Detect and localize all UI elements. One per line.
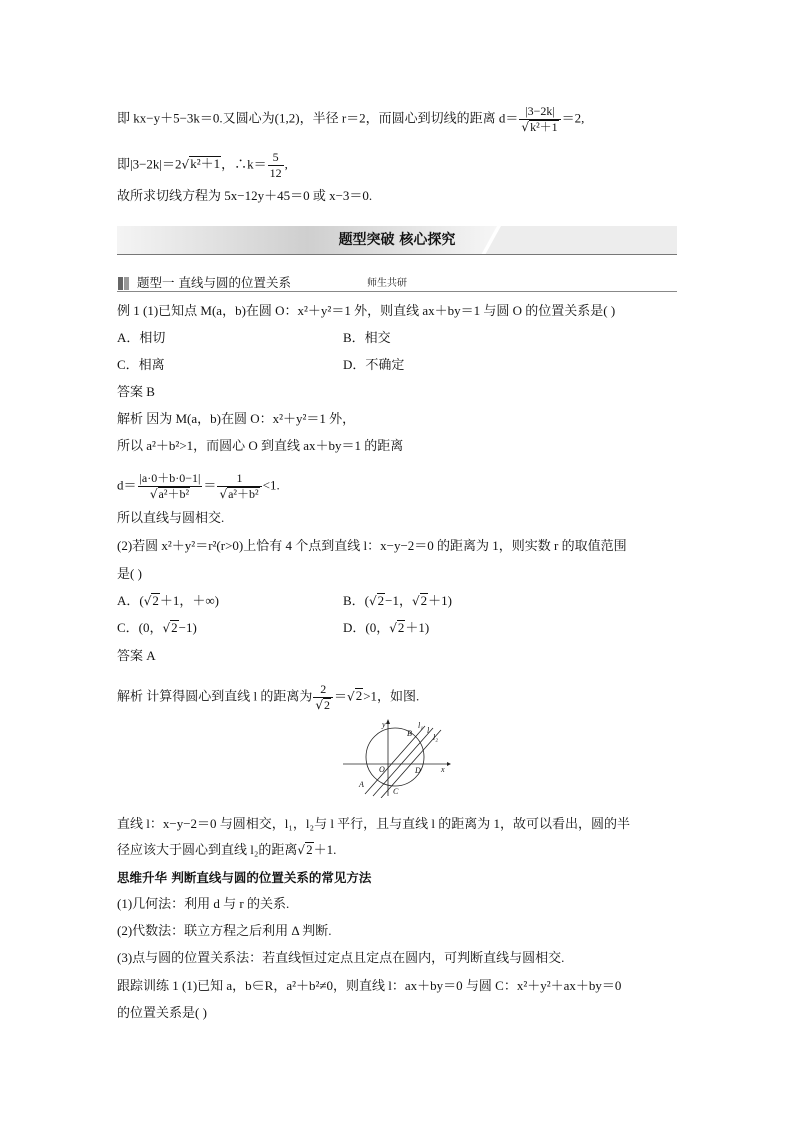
text: >1，如图. [363, 688, 420, 704]
banner-title: 题型突破 核心探究 [338, 232, 456, 248]
radical-sign: √ [521, 120, 530, 134]
radical-sign: √ [389, 621, 397, 635]
fraction-numerator: 5 [268, 150, 284, 166]
radical-sign: √ [219, 487, 228, 501]
fraction-denominator [313, 698, 333, 713]
option-d: D．不确定 [343, 357, 405, 372]
text: 径应该大于圆心到直线 l₂的距离 [117, 842, 298, 857]
label-d: D [415, 766, 421, 775]
radical-sign: √ [297, 843, 306, 857]
radical-sign: √ [347, 689, 355, 704]
label-a: A [359, 780, 364, 789]
text: ＋1，＋∞) [159, 593, 219, 608]
radicand: a²＋b² [158, 487, 190, 501]
solution-line-1 [117, 104, 584, 135]
text: C．(0， [117, 620, 163, 635]
radical-sign: √ [315, 698, 324, 712]
y-axis-arrow [386, 719, 390, 724]
solution-line-3: 故所求切线方程为 5x−12y＋45＝0 或 x−3＝0. [117, 188, 373, 203]
practice-1-line-1: 跟踪训练 1 (1)已知 a，b∈R，a²＋b²≠0，则直线 l：ax＋by＝0 与圆 C：x²＋y²＋ax＋by＝0 [117, 978, 622, 993]
fraction-numerator: 2 [313, 682, 333, 698]
text: d＝ [117, 477, 137, 493]
text: ，∴k＝ [221, 156, 267, 172]
solution-2-line-1 [117, 682, 419, 713]
solution-1-line-4: 所以直线与圆相交. [117, 510, 225, 525]
summary-method-3: (3)点与圆的位置关系法：若直线恒过定点且定点在圆内，可判断直线与圆相交. [117, 950, 565, 965]
radicand: 2 [306, 842, 313, 857]
radicand: k²＋1 [190, 156, 221, 172]
radical-sign: √ [149, 487, 158, 501]
label-l2: l₂ [433, 733, 439, 742]
label-c: C [393, 787, 399, 796]
text: 解析 计算得圆心到直线 l 的距离为 [117, 688, 313, 704]
fraction-numerator: |a·0＋b·0−1| [139, 471, 201, 485]
fraction-denominator [217, 487, 261, 502]
text: ＋1) [428, 593, 453, 608]
fraction [138, 471, 203, 502]
text: ＝ [203, 477, 217, 493]
radical-sign: √ [412, 594, 420, 608]
summary-heading: 思维升华 判断直线与圆的位置关系的常见方法 [117, 870, 372, 885]
divider [117, 291, 677, 292]
answer-1: 答案 B [117, 384, 155, 399]
text: ＝2, [561, 110, 585, 126]
radicand: 2 [397, 620, 405, 635]
solution-1-line-3 [117, 471, 280, 502]
solution-line-2 [117, 150, 288, 181]
text: D．(0， [343, 620, 390, 635]
label-y: y [382, 720, 386, 729]
option-a-2 [117, 591, 219, 611]
fraction-denominator: 12 [269, 166, 282, 180]
radical-sign: √ [162, 621, 171, 635]
practice-1-line-2: 的位置关系是( ) [117, 1005, 207, 1020]
text: 即 kx−y＋5−3k＝0.又圆心为(1,2)，半径 r＝2，而圆心到切线的距离 d＝ [117, 110, 519, 126]
line-l [373, 728, 433, 796]
type-tag: 师生共研 [367, 278, 407, 289]
circle-lines-figure [343, 718, 453, 798]
option-c-2 [117, 618, 197, 638]
text: ＋1. [313, 842, 337, 857]
option-b-2 [343, 591, 452, 611]
solution-1-line-1: 解析 因为 M(a，b)在圆 O：x²＋y²＝1 外， [117, 411, 356, 426]
solution-2-line-2: 直线 l：x−y−2＝0 与圆相交，l₁，l₂与 l 平行，且与直线 l 的距离为 1，故可以看出，圆的半 [117, 816, 631, 831]
label-b: B [407, 729, 412, 738]
text: ＋1) [405, 620, 430, 635]
fraction [268, 150, 284, 181]
summary-method-1: (1)几何法：利用 d 与 r 的关系. [117, 896, 290, 911]
fraction-denominator [519, 120, 560, 135]
text: −1) [178, 620, 197, 635]
text: ＝ [334, 688, 348, 704]
example-1-question-2-line-2: 是( ) [117, 566, 142, 581]
radicand: a²＋b² [228, 487, 259, 501]
radicand: 2 [355, 688, 363, 704]
radical-sign: √ [181, 157, 190, 172]
option-b: B．相交 [343, 330, 391, 345]
type-label: 题型一 直线与圆的位置关系 [137, 275, 291, 290]
fraction [519, 104, 560, 135]
line-l1 [365, 726, 425, 794]
fraction-denominator [138, 487, 203, 502]
solution-1-line-2: 所以 a²＋b²>1，而圆心 O 到直线 ax＋by＝1 的距离 [117, 438, 404, 453]
example-1-question-2-line-1: (2)若圆 x²＋y²＝r²(r>0)上恰有 4 个点到直线 l：x−y−2＝0 的距离为 1，则实数 r 的取值范围 [117, 538, 627, 553]
radicand: 2 [152, 593, 159, 608]
radicand: 2 [377, 593, 385, 608]
summary-method-2: (2)代数法：联立方程之后利用 Δ 判断. [117, 923, 332, 938]
text: , [284, 156, 288, 172]
radicand: 2 [171, 620, 178, 635]
radicand: 2 [324, 698, 331, 712]
fraction-numerator: |3−2k| [519, 104, 560, 120]
bookmark-icon [117, 276, 131, 290]
text: −1， [385, 593, 413, 608]
radical-sign: √ [369, 594, 377, 608]
text: A．( [117, 593, 144, 608]
section-banner [117, 226, 677, 255]
x-axis-arrow [447, 762, 451, 766]
label-o: O [379, 765, 385, 774]
fraction [313, 682, 333, 713]
text: B．( [343, 593, 370, 608]
option-d-2 [343, 618, 429, 638]
radicand: k²＋1 [530, 120, 558, 134]
example-1-question-1: 例 1 (1)已知点 M(a，b)在圆 O：x²＋y²＝1 外，则直线 ax＋by＝1 与圆 O 的位置关系是( ) [117, 303, 616, 318]
option-a: A．相切 [117, 330, 166, 345]
label-l1: l₁ [418, 721, 424, 730]
label-l: l [427, 726, 430, 735]
radicand: 2 [420, 593, 428, 608]
answer-2: 答案 A [117, 648, 156, 663]
label-x: x [441, 765, 445, 774]
radical-sign: √ [143, 594, 152, 608]
text: 即|3−2k|＝2 [117, 156, 182, 172]
option-c: C．相离 [117, 357, 165, 372]
text: <1. [262, 477, 280, 493]
solution-2-line-3 [117, 840, 336, 860]
type-header [117, 275, 677, 292]
fraction [217, 471, 261, 502]
fraction-numerator: 1 [217, 471, 261, 487]
